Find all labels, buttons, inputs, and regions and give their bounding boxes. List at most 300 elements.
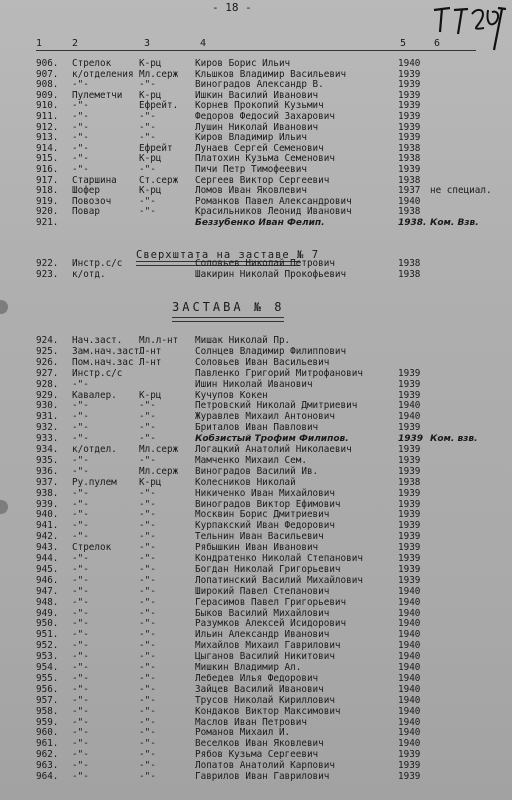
row-position: Нач.заст. bbox=[72, 335, 123, 346]
row-number: 941. bbox=[36, 520, 59, 532]
row-year: 1940 bbox=[398, 651, 421, 663]
row-year: 1940 bbox=[398, 672, 421, 684]
row-name: Беззубенко Иван Фелип. bbox=[195, 218, 325, 228]
row-name: Виноградов Александр В. bbox=[195, 79, 324, 91]
row-name: Журавлев Михаил Антонович bbox=[195, 411, 335, 423]
row-position: -"- bbox=[72, 563, 89, 575]
table-row bbox=[0, 663, 512, 674]
row-name: Лебедев Илья Федорович bbox=[195, 672, 319, 684]
row-number: 926. bbox=[36, 356, 59, 368]
row-position: -"- bbox=[72, 378, 89, 390]
row-name: Михайлов Михаил Гаврилович bbox=[195, 640, 341, 652]
row-number: 950. bbox=[36, 618, 59, 630]
table-row bbox=[0, 369, 512, 380]
row-year: 1939 bbox=[398, 367, 421, 379]
row-rank: Ефрейт. bbox=[139, 100, 179, 112]
row-rank: -"- bbox=[139, 121, 156, 133]
row-name: Кучупов Кокен bbox=[195, 389, 268, 401]
row-year: 1939 bbox=[398, 378, 421, 390]
row-year: 1938 bbox=[398, 476, 421, 488]
column-header: 4 bbox=[200, 38, 207, 49]
row-number: 943. bbox=[36, 542, 59, 554]
table-row bbox=[0, 207, 512, 218]
row-position: -"- bbox=[72, 509, 89, 521]
row-name: Лопатинский Василий Михайлович bbox=[195, 574, 363, 586]
row-rank: К-рц bbox=[139, 153, 162, 165]
row-year: 1938 bbox=[398, 142, 421, 154]
row-name: Веселков Иван Яковлевич bbox=[195, 738, 324, 750]
row-position: -"- bbox=[72, 433, 89, 445]
row-year: 1939 bbox=[398, 553, 421, 564]
row-year: 1940 bbox=[398, 640, 421, 652]
row-number: 920. bbox=[36, 206, 59, 218]
row-number: 911. bbox=[36, 111, 59, 122]
row-rank: -"- bbox=[139, 771, 156, 782]
row-position: -"- bbox=[72, 553, 89, 564]
row-rank: -"- bbox=[139, 454, 156, 466]
row-number: 916. bbox=[36, 164, 59, 175]
row-number: 931. bbox=[36, 411, 59, 423]
row-position: Зам.нач.заст. bbox=[72, 345, 145, 357]
page-number: - 18 - bbox=[212, 1, 252, 14]
row-rank: -"- bbox=[139, 433, 156, 445]
row-number: 933. bbox=[36, 433, 59, 445]
row-number: 961. bbox=[36, 738, 59, 750]
row-rank: -"- bbox=[139, 672, 156, 684]
table-row bbox=[0, 587, 512, 598]
row-number: 913. bbox=[36, 132, 59, 144]
row-position: -"- bbox=[72, 574, 89, 586]
row-rank: К-рц bbox=[139, 389, 162, 401]
row-name: Быков Василий Михайлович bbox=[195, 607, 330, 619]
row-number: 942. bbox=[36, 531, 59, 543]
row-position: -"- bbox=[72, 618, 89, 630]
row-name: Зайцев Василий Иванович bbox=[195, 683, 324, 695]
table-row bbox=[0, 218, 512, 229]
row-year: 1939 bbox=[398, 111, 421, 122]
section-underline bbox=[172, 317, 284, 322]
table-row bbox=[0, 478, 512, 489]
row-year: 1938 bbox=[398, 206, 421, 218]
table-row bbox=[0, 112, 512, 123]
row-position: Повозоч bbox=[72, 195, 112, 207]
row-position: -"- bbox=[72, 705, 89, 717]
row-name: Лопатов Анатолий Карпович bbox=[195, 760, 335, 772]
row-number: 932. bbox=[36, 422, 59, 434]
row-rank: -"- bbox=[139, 607, 156, 619]
row-number: 925. bbox=[36, 345, 59, 357]
row-year: 1940 bbox=[398, 58, 421, 69]
row-rank: -"- bbox=[139, 132, 156, 144]
row-number: 918. bbox=[36, 185, 59, 197]
row-name: Рябов Кузьма Сергеевич bbox=[195, 749, 319, 761]
row-name: Трусов Николай Кириллович bbox=[195, 694, 335, 706]
row-number: 929. bbox=[36, 389, 59, 401]
row-year: 1939 bbox=[398, 509, 421, 521]
table-row bbox=[0, 259, 512, 270]
section-title-8: ЗАСТАВА № 8 bbox=[172, 300, 285, 314]
row-name: Федоров Федосий Захарович bbox=[195, 111, 335, 122]
row-position: -"- bbox=[72, 694, 89, 706]
row-position: Старшина bbox=[72, 174, 117, 186]
row-year: 1940 bbox=[398, 727, 421, 739]
row-number: 945. bbox=[36, 563, 59, 575]
row-number: 952. bbox=[36, 640, 59, 652]
row-rank: -"- bbox=[139, 563, 156, 575]
row-name: Солнцев Владимир Филиппович bbox=[195, 345, 347, 357]
row-year: 1940 bbox=[398, 738, 421, 750]
row-position: -"- bbox=[72, 727, 89, 739]
row-position: -"- bbox=[72, 79, 89, 91]
row-name: Петровский Николай Дмитриевич bbox=[195, 400, 358, 412]
row-number: 915. bbox=[36, 153, 59, 165]
row-number: 912. bbox=[36, 121, 59, 133]
row-position: -"- bbox=[72, 683, 89, 695]
row-position: -"- bbox=[72, 400, 89, 412]
row-position: -"- bbox=[72, 672, 89, 684]
row-year: 1938 bbox=[398, 258, 421, 269]
row-name: Сергеев Виктор Сергеевич bbox=[195, 174, 330, 186]
row-year: 1940 bbox=[398, 411, 421, 423]
row-position: -"- bbox=[72, 771, 89, 782]
column-header-row bbox=[36, 38, 506, 50]
row-rank: Мл.серж bbox=[139, 465, 179, 477]
row-name: Ломов Иван Яковлевич bbox=[195, 185, 307, 197]
row-position: -"- bbox=[72, 531, 89, 543]
row-rank: -"- bbox=[139, 542, 156, 554]
row-name: Логацкий Анатолий Николаевич bbox=[195, 444, 352, 455]
row-position: Повар bbox=[72, 206, 100, 218]
row-name: Кондратенко Николай Степанович bbox=[195, 553, 363, 564]
row-rank: Л-нт bbox=[139, 356, 162, 368]
table-row bbox=[0, 565, 512, 576]
row-name: Цыганов Василий Никитович bbox=[195, 651, 335, 663]
row-position: -"- bbox=[72, 596, 89, 608]
row-position: -"- bbox=[72, 111, 89, 122]
row-year: 1939 bbox=[398, 487, 421, 499]
row-position: -"- bbox=[72, 487, 89, 499]
row-position: Пом.нач.зас bbox=[72, 356, 134, 368]
row-number: 928. bbox=[36, 378, 59, 390]
row-rank: -"- bbox=[139, 651, 156, 663]
row-year: 1939 bbox=[398, 498, 421, 510]
row-rank: -"- bbox=[139, 694, 156, 706]
row-position: к/отделения bbox=[72, 68, 134, 80]
row-rank: К-рц bbox=[139, 476, 162, 488]
row-name: Мишак Николай Пр. bbox=[195, 335, 291, 346]
row-name: Разумков Алексей Исидорович bbox=[195, 618, 347, 630]
row-year: 1938 bbox=[398, 153, 421, 165]
row-name: Мамченко Михаил Сем. bbox=[195, 454, 307, 466]
row-year: 1939 bbox=[398, 89, 421, 101]
row-rank: -"- bbox=[139, 411, 156, 423]
row-year: 1940 bbox=[398, 400, 421, 412]
table-row bbox=[0, 685, 512, 696]
row-name: Рябышкин Иван Иванович bbox=[195, 542, 319, 554]
row-year: 1939 bbox=[398, 422, 421, 434]
row-number: 909. bbox=[36, 89, 59, 101]
row-number: 906. bbox=[36, 58, 59, 69]
row-number: 954. bbox=[36, 662, 59, 673]
column-header: 2 bbox=[72, 38, 79, 49]
table-row bbox=[0, 358, 512, 369]
row-rank: -"- bbox=[139, 716, 156, 728]
row-rank: -"- bbox=[139, 738, 156, 750]
row-year: 1939 bbox=[398, 79, 421, 91]
table-row bbox=[0, 380, 512, 391]
row-rank: -"- bbox=[139, 629, 156, 641]
row-position: -"- bbox=[72, 662, 89, 673]
row-number: 960. bbox=[36, 727, 59, 739]
row-rank: -"- bbox=[139, 206, 156, 218]
row-year: 1940 bbox=[398, 683, 421, 695]
row-position: -"- bbox=[72, 520, 89, 532]
row-name: Соловьев Николай Петрович bbox=[195, 258, 335, 269]
table-row bbox=[0, 598, 512, 609]
row-rank: -"- bbox=[139, 553, 156, 564]
row-name: Мишкин Владимир Ал. bbox=[195, 662, 302, 673]
column-header: 3 bbox=[144, 38, 151, 49]
row-note: Ком. Взв. bbox=[430, 218, 479, 228]
row-number: 958. bbox=[36, 705, 59, 717]
row-position: Стрелок bbox=[72, 542, 112, 554]
row-number: 921. bbox=[36, 217, 59, 228]
row-year: 1939 bbox=[398, 574, 421, 586]
row-position: -"- bbox=[72, 465, 89, 477]
table-row bbox=[0, 59, 512, 70]
row-year: 1939 bbox=[398, 542, 421, 554]
row-name: Ильин Александр Иванович bbox=[195, 629, 330, 641]
row-number: 930. bbox=[36, 400, 59, 412]
table-row bbox=[0, 270, 512, 281]
row-name: Романков Павел Александрович bbox=[195, 195, 352, 207]
row-position: -"- bbox=[72, 498, 89, 510]
row-position: -"- bbox=[72, 100, 89, 112]
row-year: 1940 bbox=[398, 596, 421, 608]
row-year: 1937 bbox=[398, 185, 421, 197]
table-row bbox=[0, 576, 512, 587]
row-year: 1940 bbox=[398, 195, 421, 207]
row-position: -"- bbox=[72, 585, 89, 597]
row-position: -"- bbox=[72, 142, 89, 154]
row-rank: Мл.л-нт bbox=[139, 335, 179, 346]
row-year: 1939 bbox=[398, 164, 421, 175]
row-name: Корнев Прокопий Кузьмич bbox=[195, 100, 324, 112]
row-year: 1940 bbox=[398, 694, 421, 706]
table-row bbox=[0, 772, 512, 783]
row-position: Инстр.с/с bbox=[72, 258, 123, 269]
row-rank: -"- bbox=[139, 79, 156, 91]
row-number: 940. bbox=[36, 509, 59, 521]
table-row bbox=[0, 696, 512, 707]
row-rank: -"- bbox=[139, 760, 156, 772]
row-name: Романов Михаил И. bbox=[195, 727, 291, 739]
row-rank: -"- bbox=[139, 727, 156, 739]
row-number: 924. bbox=[36, 335, 59, 346]
row-name: Виноградов Василий Ив. bbox=[195, 465, 319, 477]
row-position: Пулеметчи bbox=[72, 89, 123, 101]
row-name: Лунаев Сергей Семенович bbox=[195, 142, 324, 154]
column-header: 6 bbox=[434, 38, 441, 49]
row-name: Лушин Николай Иванович bbox=[195, 121, 319, 133]
row-rank: -"- bbox=[139, 195, 156, 207]
row-number: 959. bbox=[36, 716, 59, 728]
row-number: 962. bbox=[36, 749, 59, 761]
row-name: Павленко Григорий Митрофанович bbox=[195, 367, 363, 379]
row-name: Пичи Петр Тимофеевич bbox=[195, 164, 307, 175]
row-year: 1940 bbox=[398, 705, 421, 717]
row-number: 935. bbox=[36, 454, 59, 466]
row-position: Инстр.с/с bbox=[72, 367, 123, 379]
table-row bbox=[0, 445, 512, 456]
row-number: 949. bbox=[36, 607, 59, 619]
row-name: Маслов Иван Петрович bbox=[195, 716, 307, 728]
row-number: 923. bbox=[36, 268, 59, 280]
row-rank: -"- bbox=[139, 683, 156, 695]
row-name: Никиченко Иван Михайлович bbox=[195, 487, 335, 499]
row-year: 1939 bbox=[398, 563, 421, 575]
row-year: 1940 bbox=[398, 629, 421, 641]
row-year: 1939 bbox=[398, 434, 424, 445]
row-number: 937. bbox=[36, 476, 59, 488]
row-number: 964. bbox=[36, 771, 59, 782]
row-position: -"- bbox=[72, 651, 89, 663]
handwritten-stamp bbox=[428, 0, 508, 60]
row-position: -"- bbox=[72, 153, 89, 165]
row-rank: -"- bbox=[139, 498, 156, 510]
row-number: 956. bbox=[36, 683, 59, 695]
row-name: Кобзистый Трофим Филипов. bbox=[195, 434, 349, 445]
row-position: -"- bbox=[72, 738, 89, 750]
punch-hole bbox=[0, 300, 8, 314]
row-position: -"- bbox=[72, 164, 89, 175]
row-year: 1939 bbox=[398, 68, 421, 80]
row-rank: Ефрейт bbox=[139, 142, 173, 154]
row-name: Ишин Николай Иванович bbox=[195, 378, 313, 390]
row-rank: -"- bbox=[139, 705, 156, 717]
row-year: 1939 bbox=[398, 454, 421, 466]
table-row bbox=[0, 347, 512, 358]
row-rank: Л-нт bbox=[139, 345, 162, 357]
row-position: к/отдел. bbox=[72, 444, 117, 455]
row-rank: -"- bbox=[139, 531, 156, 543]
row-rank: -"- bbox=[139, 509, 156, 521]
row-number: 955. bbox=[36, 672, 59, 684]
row-rank: -"- bbox=[139, 640, 156, 652]
row-rank: -"- bbox=[139, 400, 156, 412]
row-rank: К-рц bbox=[139, 58, 162, 69]
row-year: 1939 bbox=[398, 389, 421, 401]
row-name: Кльшков Владимир Васильевич bbox=[195, 68, 347, 80]
row-rank: -"- bbox=[139, 422, 156, 434]
row-year: 1939 bbox=[398, 100, 421, 112]
row-rank: -"- bbox=[139, 662, 156, 673]
table-row bbox=[0, 165, 512, 176]
row-position: -"- bbox=[72, 760, 89, 772]
row-name: Киров Владимир Ильич bbox=[195, 132, 307, 144]
row-name: Бриталов Иван Павлович bbox=[195, 422, 319, 434]
row-year: 1940 bbox=[398, 607, 421, 619]
row-note: не специал. bbox=[430, 185, 492, 197]
row-number: 908. bbox=[36, 79, 59, 91]
row-name: Виноградов Виктор Ефимович bbox=[195, 498, 341, 510]
row-number: 957. bbox=[36, 694, 59, 706]
row-year: 1939 bbox=[398, 132, 421, 144]
row-number: 944. bbox=[36, 553, 59, 564]
row-position: Ру.пулем bbox=[72, 476, 117, 488]
row-position: Кавалер. bbox=[72, 389, 117, 401]
table-row bbox=[0, 707, 512, 718]
row-rank: Мл.серж bbox=[139, 68, 179, 80]
row-number: 917. bbox=[36, 174, 59, 186]
row-year: 1939 bbox=[398, 749, 421, 761]
row-number: 938. bbox=[36, 487, 59, 499]
row-year: 1938 bbox=[398, 268, 421, 280]
row-year: 1939 bbox=[398, 531, 421, 543]
row-name: Киров Борис Ильич bbox=[195, 58, 291, 69]
row-number: 914. bbox=[36, 142, 59, 154]
row-number: 919. bbox=[36, 195, 59, 207]
row-position: -"- bbox=[72, 629, 89, 641]
row-position: -"- bbox=[72, 132, 89, 144]
row-rank: -"- bbox=[139, 618, 156, 630]
row-year: 1938 bbox=[398, 174, 421, 186]
table-row bbox=[0, 489, 512, 500]
row-number: 939. bbox=[36, 498, 59, 510]
row-rank: Ст.серж bbox=[139, 174, 179, 186]
table-row bbox=[0, 336, 512, 347]
header-divider bbox=[36, 50, 476, 51]
row-position: -"- bbox=[72, 607, 89, 619]
section-title-7: Сверхштата на заставе № 7 bbox=[136, 249, 320, 261]
row-position: -"- bbox=[72, 422, 89, 434]
row-rank: -"- bbox=[139, 111, 156, 122]
row-name: Платохин Кузьма Семенович bbox=[195, 153, 335, 165]
row-name: Тельнин Иван Васильевич bbox=[195, 531, 324, 543]
row-year: 1939 bbox=[398, 444, 421, 455]
row-rank: К-рц bbox=[139, 89, 162, 101]
row-name: Шакирин Николай Прокофьевич bbox=[195, 268, 347, 280]
row-rank: К-рц bbox=[139, 185, 162, 197]
row-rank: -"- bbox=[139, 487, 156, 499]
row-name: Красильников Леонид Иванович bbox=[195, 206, 352, 218]
row-rank: -"- bbox=[139, 574, 156, 586]
row-name: Широкий Павел Степанович bbox=[195, 585, 330, 597]
table-row bbox=[0, 456, 512, 467]
row-number: 907. bbox=[36, 68, 59, 80]
row-year: 1939 bbox=[398, 771, 421, 782]
row-position: Стрелок bbox=[72, 58, 112, 69]
row-position: -"- bbox=[72, 411, 89, 423]
row-position: -"- bbox=[72, 121, 89, 133]
row-position: Шофер bbox=[72, 185, 100, 197]
row-position: -"- bbox=[72, 454, 89, 466]
row-year: 1939 bbox=[398, 520, 421, 532]
row-rank: -"- bbox=[139, 585, 156, 597]
row-position: -"- bbox=[72, 716, 89, 728]
row-name: Богдан Николай Григорьевич bbox=[195, 563, 341, 575]
column-header: 1 bbox=[36, 38, 43, 49]
row-note: Ком. взв. bbox=[430, 434, 478, 445]
column-header: 5 bbox=[400, 38, 407, 49]
row-number: 953. bbox=[36, 651, 59, 663]
row-number: 934. bbox=[36, 444, 59, 455]
row-year: 1940 bbox=[398, 662, 421, 673]
row-name: Герасимов Павел Григорьевич bbox=[195, 596, 347, 608]
row-position: к/отд. bbox=[72, 268, 106, 280]
row-number: 922. bbox=[36, 258, 59, 269]
row-rank: -"- bbox=[139, 749, 156, 761]
